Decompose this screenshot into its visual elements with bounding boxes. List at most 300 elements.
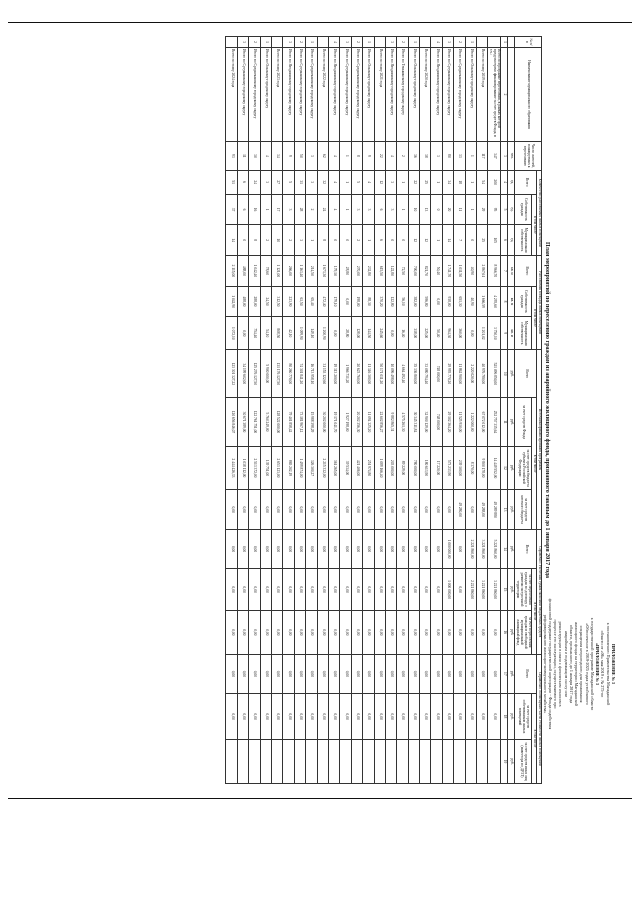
rooms-incl-header: в том числе [532, 194, 537, 255]
value-cell: 8 966,70 [488, 256, 501, 287]
value-cell: 3 [306, 170, 317, 194]
value-cell: 0,00 [351, 654, 362, 693]
value-cell: 2 444 426,33 [226, 446, 237, 490]
appendix-line: «ПРИЛОЖЕНИЕ № 3 [595, 642, 601, 686]
empty-cell [328, 740, 339, 784]
value-cell: 472,40 [317, 286, 328, 317]
unit-cell: руб. [508, 610, 515, 654]
value-cell: 1 000 000,00 [442, 529, 453, 568]
row-name-cell: Итого по Ягоднинскому городскому округу [283, 47, 294, 141]
value-cell: 0,00 [306, 490, 317, 529]
value-cell: 40 976 780,00 [477, 350, 488, 398]
value-cell: 30 202 000,00 [317, 398, 328, 446]
value-cell: 0,00 [488, 654, 501, 693]
value-cell: 1 [340, 142, 351, 170]
value-cell: 748 000,00 [431, 350, 442, 398]
value-cell: 14 449 552,00 [488, 446, 501, 490]
value-cell: 0,00 [328, 694, 339, 740]
col-residents-header: Число жителей, планируемых к переселению [515, 142, 542, 170]
value-cell: 122 761 751,00 [249, 398, 260, 446]
value-cell: 1 [465, 142, 476, 170]
value-cell: 0,00 [306, 610, 317, 654]
value-cell: 252 757 335,64 [488, 398, 501, 446]
value-cell: 24,50 [260, 286, 271, 317]
value-cell: 20 [442, 194, 453, 225]
value-cell: 1 200,90 [317, 317, 328, 350]
value-cell: 14 [226, 225, 237, 256]
rooms-citizens-header: Собственность граждан [515, 194, 532, 225]
value-cell: 0,00 [317, 610, 328, 654]
value-cell: 0 [465, 225, 476, 256]
value-cell: 29 993 770,20 [442, 350, 453, 398]
value-cell: 0,00 [237, 490, 248, 529]
value-cell: 0,00 [374, 529, 385, 568]
value-cell: 2 [260, 225, 271, 256]
unit-cell: руб. [508, 569, 515, 611]
empty-cell [442, 740, 453, 784]
empty-cell [237, 740, 248, 784]
row-name-cell: Итого по Ягоднинскому городскому округу [431, 47, 442, 141]
value-cell: 360,00 [454, 317, 465, 350]
value-cell: 573 233,90 [442, 446, 453, 490]
value-cell: 0,00 [351, 694, 362, 740]
row-number-cell [420, 37, 431, 48]
empty-cell [226, 740, 237, 784]
column-number-cell: 18 [501, 694, 508, 740]
value-cell: 179,10 [328, 286, 339, 317]
value-cell: 38 [420, 142, 431, 170]
value-cell: 8 [351, 142, 362, 170]
row-number-cell [272, 37, 283, 48]
value-cell: 28,80 [340, 317, 351, 350]
value-cell: 34 [272, 142, 283, 170]
value-cell: 0,00 [283, 490, 294, 529]
value-cell: 1 [306, 225, 317, 256]
value-cell: 17 [272, 194, 283, 225]
row-number-cell: 2 [351, 37, 362, 48]
row-name-cell: Итого по Сусуманскому городскому округу [237, 47, 248, 141]
value-cell: 1 [431, 225, 442, 256]
value-cell: 29 [477, 194, 488, 225]
value-cell: 9 [283, 142, 294, 170]
value-cell: 50 171 011,20 [374, 350, 385, 398]
value-cell: 0,00 [363, 490, 374, 529]
value-cell: 0,00 [340, 286, 351, 317]
appendix-line: ПРИЛОЖЕНИЕ № 3 [611, 644, 616, 684]
value-cell: 0,00 [431, 610, 442, 654]
value-cell: 22 602 856,27 [374, 398, 385, 446]
table-row [351, 37, 362, 784]
value-cell: 0,00 [465, 654, 476, 693]
ref1-contract-header: за счет переселения граждан по договору о развитии застроенной территории [515, 569, 532, 611]
row-number-cell [226, 37, 237, 48]
value-cell: 33 080 794,40 [420, 350, 431, 398]
area-incl-header: в том числе [532, 286, 537, 350]
value-cell: 0,00 [488, 610, 501, 654]
unit-cell: руб. [508, 446, 515, 490]
value-cell: 0,00 [283, 529, 294, 568]
value-cell: 139 751,00 [260, 446, 271, 490]
value-cell: 198,00 [351, 286, 362, 317]
value-cell: 24 [249, 170, 260, 194]
value-cell: 200 [488, 170, 501, 194]
value-cell: 0,00 [454, 610, 465, 654]
value-cell: 0,00 [351, 610, 362, 654]
row-number-cell: 3 [340, 37, 351, 48]
value-cell: 1 163,40 [294, 256, 305, 287]
value-cell: 1 072,10 [226, 317, 237, 350]
value-cell: 0,00 [477, 654, 488, 693]
value-cell: 22 [408, 170, 419, 194]
value-cell: 0,00 [226, 694, 237, 740]
value-cell: 0,00 [294, 490, 305, 529]
area-citizens-header: Собственность граждан [515, 286, 532, 317]
value-cell: 0,00 [488, 694, 501, 740]
value-cell: 8 [249, 225, 260, 256]
value-cell: 0,00 [363, 529, 374, 568]
value-cell: 0 [340, 225, 351, 256]
column-number-cell: 4 [501, 170, 508, 194]
unit-cell: руб. [508, 398, 515, 446]
value-cell: 128,00 [351, 317, 362, 350]
top-rule [8, 22, 632, 23]
empty-cell [363, 740, 374, 784]
unit-cell [508, 37, 515, 48]
row-number-cell [317, 37, 328, 48]
value-cell: 4 [328, 194, 339, 225]
value-cell: 49 289 880 [488, 490, 501, 529]
value-cell: 19 313 200,00 [328, 350, 339, 398]
value-cell: 3 [260, 170, 271, 194]
appendix-line: «Обеспечение в 2019-2025 годах устойчивого [584, 623, 590, 705]
value-cell: 0,00 [260, 529, 271, 568]
table-row [465, 37, 476, 784]
value-cell: 1 [465, 170, 476, 194]
value-cell: 1 [340, 194, 351, 225]
unit-cell [508, 47, 515, 141]
value-cell: 2 220 020,00 [465, 350, 476, 398]
row-number-cell [477, 37, 488, 48]
value-cell: 0,00 [226, 529, 237, 568]
value-cell: 0,00 [363, 654, 374, 693]
ref2-group-header: Справочно: Возмещение части стоимости жилых помещений [537, 654, 542, 783]
value-cell: 0,00 [272, 490, 283, 529]
empty-cell [465, 740, 476, 784]
value-cell: 754,40 [249, 317, 260, 350]
value-cell: 56,10 [397, 286, 408, 317]
value-cell: 3 [294, 225, 305, 256]
value-cell: 0,00 [340, 490, 351, 529]
value-cell: 2 513 372,00 [249, 446, 260, 490]
unit-cell: кв. м [508, 286, 515, 317]
table-body [226, 37, 501, 784]
value-cell: 0 [328, 225, 339, 256]
value-cell: 1 042,40 [249, 256, 260, 287]
value-cell: 3 [306, 142, 317, 170]
row-name-cell: Всего по этапу 2024 года [226, 47, 237, 141]
value-cell: 27 [272, 170, 283, 194]
value-cell: 144,50 [363, 317, 374, 350]
rooms-group-header: Количество расселяемых жилых помещений [537, 170, 542, 255]
value-cell: 1 [363, 225, 374, 256]
empty-cell [408, 740, 419, 784]
value-cell: 1 222 000,00 [465, 398, 476, 446]
row-number-cell [374, 37, 385, 48]
value-cell: 5 760 249,00 [260, 398, 271, 446]
value-cell: 4 293,60 [488, 286, 501, 317]
value-cell: 0,00 [431, 694, 442, 740]
unit-cell: ед. [508, 170, 515, 194]
value-cell: 1 [260, 194, 271, 225]
value-cell: 95 [488, 194, 501, 225]
column-number-cell: 3 [501, 142, 508, 170]
value-cell: 0,00 [442, 610, 453, 654]
value-cell: 0,00 [317, 529, 328, 568]
value-cell: 78,60 [260, 256, 271, 287]
column-number-cell: 1 [501, 37, 508, 48]
value-cell: 3 [363, 194, 374, 225]
value-cell: 0,00 [397, 529, 408, 568]
appendix-line: жилищного фонда на территории Магаданской [574, 621, 580, 707]
value-cell: 22 [374, 142, 385, 170]
value-cell: 2 [306, 194, 317, 225]
row-name-cell: Всего по этапу 2022 года [317, 47, 328, 141]
value-cell: 700,00 [408, 256, 419, 287]
bottom-rule [8, 798, 632, 799]
value-cell: 180 613,90 [420, 446, 431, 490]
ref1-incl-header: в том числе [532, 569, 537, 654]
appendix-line: сокращения непригодного для проживания [579, 625, 585, 703]
value-cell: 6 [374, 225, 385, 256]
unit-cell: руб. [508, 529, 515, 568]
value-cell: 5 [351, 170, 362, 194]
row-number-cell: 1 [408, 37, 419, 48]
value-cell: 1 927 198,00 [340, 398, 351, 446]
value-cell: 149,10 [306, 317, 317, 350]
col-name-header: Наименование муниципального образования [515, 47, 542, 141]
value-cell: 0,00 [385, 317, 396, 350]
value-cell: 4 [385, 142, 396, 170]
value-cell: 347 [488, 142, 501, 170]
value-cell: 11 862 900,00 [454, 350, 465, 398]
table-row [249, 37, 260, 784]
value-cell: 0,00 [340, 569, 351, 611]
value-cell: 0,00 [442, 694, 453, 740]
column-number-cell: 6 [501, 225, 508, 256]
value-cell: 49 288,00 [477, 490, 488, 529]
value-cell: 0,00 [226, 654, 237, 693]
ref1-group-header: Справочно: Расчетная сумма экономии бюджетных средств [537, 529, 542, 654]
row-name-cell: Итого по Ягоднинскому городскому округу [385, 47, 396, 141]
value-cell: 32 [317, 170, 328, 194]
value-cell: 51 [226, 170, 237, 194]
value-cell: 0,00 [226, 490, 237, 529]
value-cell: 0,00 [328, 610, 339, 654]
table-row [328, 37, 339, 784]
empty-cell [397, 740, 408, 784]
ref2-own-header: за счет средств собственников жилых помещений [515, 694, 532, 740]
value-cell: 326 300,27 [306, 446, 317, 490]
value-cell: 123 301 327,22 [226, 350, 237, 398]
empty-cell [488, 740, 501, 784]
value-cell: 0,00 [374, 569, 385, 611]
rotated-page [70, 30, 620, 790]
value-cell: 5 900 000,00 [260, 350, 271, 398]
value-cell: 0,00 [306, 529, 317, 568]
value-cell: 0,00 [408, 569, 419, 611]
value-cell: 30 345 311,84 [408, 398, 419, 446]
value-cell: 18 [454, 170, 465, 194]
document-title: План мероприятий по переселению граждан из аварийного жилищного фонда, признанного таковым до 1 января 2017 года [544, 241, 550, 579]
value-cell: 0,00 [283, 569, 294, 611]
table-row [385, 37, 396, 784]
value-cell: 1 666,59 [477, 286, 488, 317]
row-name-cell: Итого по Сусуманскому городскому округу [340, 47, 351, 141]
value-cell: 0,00 [420, 490, 431, 529]
value-cell: 0,00 [397, 569, 408, 611]
value-cell: 1 [465, 194, 476, 225]
row-number-cell: 1 [363, 37, 374, 48]
value-cell: 131 176 127,50 [272, 350, 283, 398]
value-cell: 14 [442, 225, 453, 256]
value-cell: 79 401 858,42 [283, 398, 294, 446]
value-cell: 2 653 123,00 [272, 446, 283, 490]
row-number-cell: 3 [237, 37, 248, 48]
value-cell: 73 181 967,12 [294, 398, 305, 446]
appendix-header [543, 544, 617, 784]
sources-regional-header: за счет средств бюджета субъекта Российской Федерации [515, 446, 532, 490]
row-number-cell: 3 [385, 37, 396, 48]
appendix-line: области от «06» мая 2019 г. № 275-пп [600, 630, 606, 698]
empty-cell [249, 740, 260, 784]
row-name-cell: Итого по Сусуманскому городскому округу [442, 47, 453, 141]
unit-cell: руб. [508, 740, 515, 784]
column-number-cell: 7 [501, 256, 508, 287]
table-row [306, 37, 317, 784]
ref2-other-header: за счет средств иных лиц (инвестора по ДРЗТ) [515, 740, 532, 784]
value-cell: 65,40 [306, 286, 317, 317]
value-cell: 0,00 [420, 654, 431, 693]
row-number-cell: 2 [397, 37, 408, 48]
row-name-cell: Итого по Ольскому городскому округу [260, 47, 271, 141]
appendix-line: процессе его эксплуатации, осуществляемого при [553, 619, 559, 709]
value-cell: 9 [363, 142, 374, 170]
value-cell: 865 202,19 [283, 446, 294, 490]
value-cell: 0,00 [351, 569, 362, 611]
unit-cell: кв. м [508, 256, 515, 287]
table-row [408, 37, 419, 784]
value-cell: 0,00 [465, 610, 476, 654]
value-cell: 0,00 [408, 529, 419, 568]
value-cell: 0,00 [385, 610, 396, 654]
value-cell: 32 900 129,00 [420, 398, 431, 446]
value-cell: 120 656 846,07 [226, 398, 237, 446]
value-cell: 2 867,61 [477, 256, 488, 287]
value-cell: 42,10 [283, 317, 294, 350]
value-cell: 3 [385, 194, 396, 225]
appendix-line: аварийным и подлежащим сносу или [563, 630, 569, 698]
table-row [454, 37, 465, 784]
value-cell: 89 229,00 [397, 446, 408, 490]
value-cell: 11 094 325,20 [363, 398, 374, 446]
empty-cell [317, 740, 328, 784]
row-name-cell: Итого по Среднеканскому городскому округу [351, 47, 362, 141]
unit-cell: чел. [508, 142, 515, 170]
value-cell: 3 221 860,00 [477, 529, 488, 568]
column-number-cell: 17 [501, 654, 508, 693]
row-number-cell: 2 [454, 37, 465, 48]
value-cell: 1 499 874,00 [294, 446, 305, 490]
value-cell: 34 199 602,00 [237, 350, 248, 398]
rooms-total-header: Всего [515, 170, 537, 194]
value-cell: 382,00 [408, 286, 419, 317]
unit-cell: руб. [508, 350, 515, 398]
value-cell: 0,00 [340, 654, 351, 693]
value-cell: 596,80 [420, 286, 431, 317]
table-row [374, 37, 385, 784]
value-cell: 0,00 [465, 490, 476, 529]
sources-incl-header: в том числе [532, 398, 537, 529]
value-cell: 521 096 850,00 [488, 350, 501, 398]
empty-cell [260, 740, 271, 784]
value-cell: 29 102 364,20 [442, 398, 453, 446]
table-row [283, 37, 294, 784]
value-cell: 63,50 [294, 286, 305, 317]
value-cell: 0,00 [249, 529, 260, 568]
value-cell: 10 [272, 225, 283, 256]
value-cell: 421 406,00 [351, 446, 362, 490]
ref1-total-header: Всего [515, 529, 537, 568]
empty-cell [306, 740, 317, 784]
value-cell: 1 [340, 170, 351, 194]
value-cell: 1 [397, 194, 408, 225]
value-cell: 0,00 [294, 529, 305, 568]
table-row [260, 37, 271, 784]
value-cell: 3 [385, 170, 396, 194]
value-cell: 179,10 [328, 256, 339, 287]
value-cell: 821,70 [420, 256, 431, 287]
row-number-cell: 2 [294, 37, 305, 48]
value-cell: 39 534,00 [340, 446, 351, 490]
value-cell: 0,00 [272, 529, 283, 568]
value-cell: 0,00 [420, 569, 431, 611]
table-row [488, 37, 501, 784]
value-cell: 0,00 [454, 694, 465, 740]
value-cell: 651,30 [454, 286, 465, 317]
row-name-cell: Итого по Тенькинскому городскому округу [397, 47, 408, 141]
column-number-cell: 14 [501, 529, 508, 568]
table-row [317, 37, 328, 784]
value-cell: 9 882 865,31 [385, 398, 396, 446]
value-cell: 0 [431, 194, 442, 225]
table-row [397, 37, 408, 784]
value-cell: 0,00 [237, 569, 248, 611]
value-cell: 1 099,90 [294, 317, 305, 350]
unit-cell: ед. [508, 225, 515, 256]
value-cell: 4 664 492,40 [397, 350, 408, 398]
value-cell: 0,00 [306, 569, 317, 611]
value-cell: 2 [351, 225, 362, 256]
row-name-cell: Итого по Среднеканскому городскому округу [249, 47, 260, 141]
value-cell: 0,00 [420, 694, 431, 740]
value-cell: 37 [226, 194, 237, 225]
row-name-cell: Итого по Сусуманскому городскому округу [294, 47, 305, 141]
row-number-cell: 3 [283, 37, 294, 48]
value-cell: 0,00 [328, 529, 339, 568]
row-name-cell: Итого по Среднеканскому городскому округу [454, 47, 465, 141]
empty-cell [272, 740, 283, 784]
value-cell: 16 713 958,10 [306, 350, 317, 398]
